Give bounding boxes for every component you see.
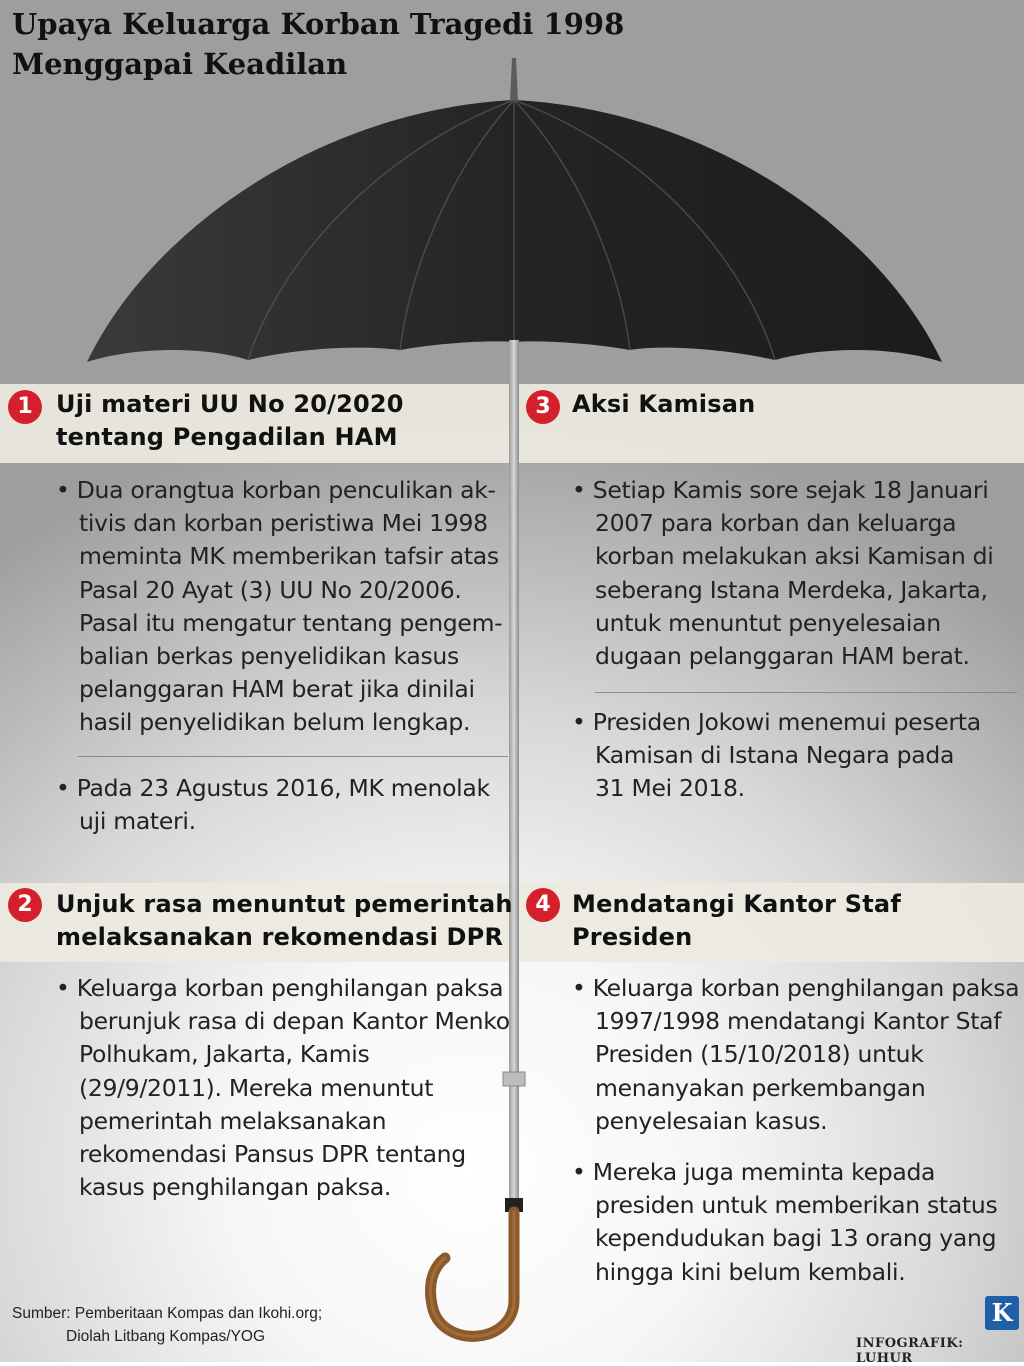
bullet-line: • Pada 23 Agustus 2016, MK menolak [56,774,490,802]
section-3-bullet-2 [572,706,981,806]
section-3-badge: 3 [526,390,560,424]
section-3-bullet-1 [572,474,993,673]
section-1-badge: 1 [8,390,42,424]
section-4-title [572,888,1024,954]
bullet-line: korban melakukan aksi Kamisan di [595,542,994,571]
bullet-line: • Mereka juga meminta kepada [572,1158,936,1186]
bullet-line: • Setiap Kamis sore sejak 18 Januari [572,476,989,504]
section-1-bullet-2 [56,772,490,838]
bullet-line: • Dua orangtua korban penculikan ak- [56,476,496,504]
bullet-line: Kamisan di Istana Negara pada [595,741,955,770]
bullet-line: menanyakan perkembangan [595,1073,926,1102]
bullet-line: penyelesaian kasus. [595,1106,828,1135]
bullet-line: berunjuk rasa di depan Kantor Menko [79,1007,510,1036]
bullet-line: pelanggaran HAM berat jika dinilai [79,675,475,704]
source-note [12,1302,322,1348]
bullet-line: seberang Istana Merdeka, Jakarta, [595,575,988,604]
section-1-title [56,388,404,454]
bullet-line: kependudukan bagi 13 orang yang [595,1224,997,1253]
title-line-2: Menggapai Keadilan [12,47,348,81]
section-1-bullet-1 [56,474,502,740]
section-1-divider [78,756,508,757]
bullet-line: Polhukam, Jakarta, Kamis [79,1040,370,1069]
bullet-line: tivis dan korban peristiwa Mei 1998 [79,509,488,538]
title-line-1: Upaya Keluarga Korban Tragedi 1998 [12,7,625,41]
section-2-badge: 2 [8,888,42,922]
section-4-bullet-2 [572,1156,997,1289]
bullet-line: Presiden (15/10/2018) untuk [595,1040,924,1069]
section-4-bullet-1 [572,972,1019,1138]
bullet-line: uji materi. [79,807,196,836]
bullet-line: dugaan pelanggaran HAM berat. [595,642,970,671]
bullet-line: Pasal itu mengatur tentang pengem- [79,608,503,637]
kompas-logo: K [985,1296,1019,1330]
section-4-title-line-1: Mendatangi Kantor Staf Presiden [572,890,901,951]
section-2-title [56,888,513,954]
section-4-badge: 4 [526,888,560,922]
section-3-title-line-1: Aksi Kamisan [572,390,756,418]
bullet-line: balian berkas penyelidikan kasus [79,642,459,671]
bullet-line: kasus penghilangan paksa. [79,1173,392,1202]
section-3-title [572,388,755,421]
bullet-line: hasil penyelidikan belum lengkap. [79,708,471,737]
bullet-line: 1997/1998 mendatangi Kantor Staf [595,1007,1002,1036]
bullet-line: pemerintah melaksanakan [79,1106,387,1135]
bullet-line: meminta MK memberikan tafsir atas [79,542,499,571]
section-2-title-line-1: Unjuk rasa menuntut pemerintah [56,890,513,918]
bullet-line: • Keluarga korban penghilangan paksa [572,974,1020,1002]
source-line-2: Diolah Litbang Kompas/YOG [66,1328,266,1345]
section-1-title-line-2: tentang Pengadilan HAM [56,423,398,451]
section-2-bullet-1 [56,972,510,1204]
bullet-line: presiden untuk memberikan status [595,1191,998,1220]
section-3-divider [595,692,1017,693]
section-2-title-line-2: melaksanakan rekomendasi DPR [56,923,504,951]
bullet-line: hingga kini belum kembali. [595,1257,906,1286]
infographic-credit: INFOGRAFIK: LUHUR [856,1336,964,1366]
bullet-line: 31 Mei 2018. [595,774,745,803]
bullet-line: Pasal 20 Ayat (3) UU No 20/2006. [79,575,462,604]
bullet-line: 2007 para korban dan keluarga [595,509,957,538]
section-1-title-line-1: Uji materi UU No 20/2020 [56,390,404,418]
bullet-line: (29/9/2011). Mereka menuntut [79,1073,434,1102]
bullet-line: rekomendasi Pansus DPR tentang [79,1140,466,1169]
bullet-line: untuk menuntut penyelesaian [595,608,941,637]
bullet-line: • Keluarga korban penghilangan paksa [56,974,504,1002]
source-line-1: Sumber: Pemberitaan Kompas dan Ikohi.org; [12,1305,323,1322]
bullet-line: • Presiden Jokowi menemui peserta [572,708,981,736]
